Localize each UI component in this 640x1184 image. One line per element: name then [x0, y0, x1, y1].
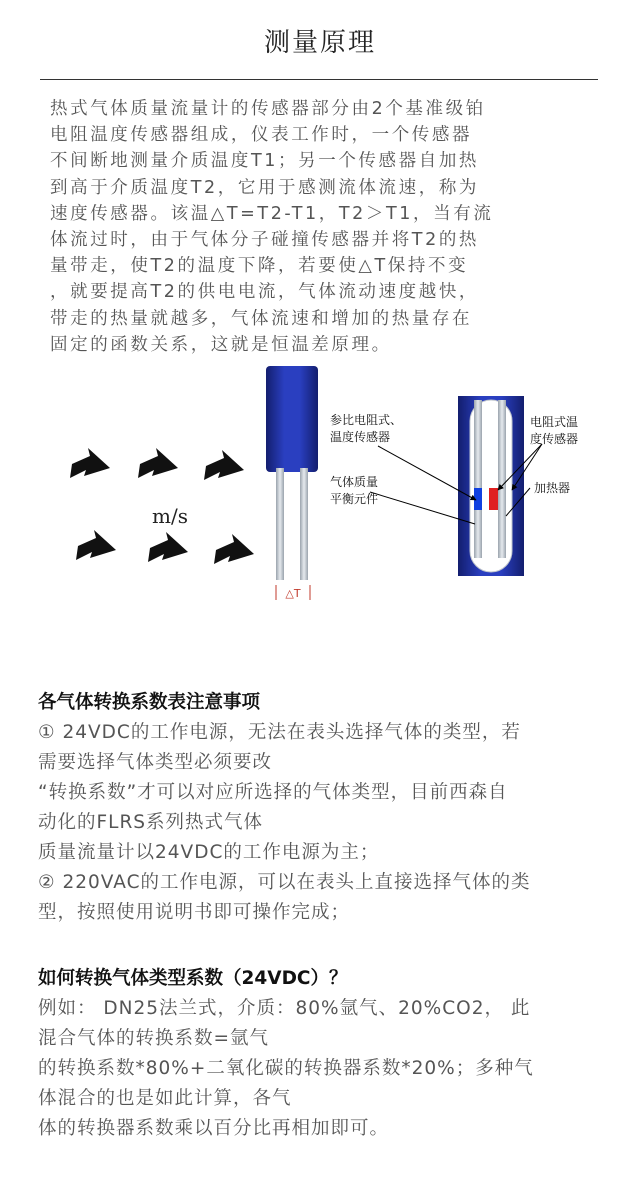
flow-arrow-icon — [214, 534, 254, 564]
section-line: 混合气体的转换系数=氩气 — [38, 1028, 270, 1049]
intro-paragraph — [50, 96, 590, 358]
intro-line: 体流过时，由于气体分子碰撞传感器并将T2的热 — [50, 230, 480, 251]
section-line: 需要选择气体类型必须要改 — [38, 752, 273, 773]
intro-line: 量带走，使T2的温度下降，若要使△T保持不变 — [50, 256, 469, 277]
page-title: 测量原理 — [263, 28, 376, 58]
section-line: “转换系数”才可以对应所选择的气体类型，目前西森自 — [38, 782, 508, 803]
intro-line: 电阻温度传感器组成，仪表工作时，一个传感器 — [50, 125, 473, 146]
flow-arrow-icon — [70, 448, 110, 478]
probe-left — [266, 366, 318, 600]
section-line: 体的转换器系数乘以百分比再相加即可。 — [38, 1118, 390, 1139]
flow-arrow-icon — [204, 450, 244, 480]
flow-arrow-icon — [76, 530, 116, 560]
section-line: 型，按照使用说明书即可操作完成； — [38, 902, 351, 923]
intro-line: 速度传感器。该温△T=T2-T1，T2＞T1，当有流 — [50, 203, 494, 224]
intro-line: 不间断地测量介质温度T1；另一个传感器自加热 — [50, 151, 480, 172]
intro-line: ，就要提高T2的供电电流，气体流动速度越快， — [50, 282, 480, 303]
section-line: 的转换系数*80%+二氧化碳的转换器系数*20%；多种气 — [38, 1058, 534, 1079]
section-line: ① 24VDC的工作电源，无法在表头选择气体的类型，若 — [38, 722, 521, 743]
delta-t-label: △T — [285, 587, 301, 600]
title-divider — [40, 79, 598, 80]
label-heater: 加热器 — [534, 481, 571, 495]
section-line: 质量流量计以24VDC的工作电源为主； — [38, 842, 380, 863]
sensor-red-element — [489, 488, 498, 510]
section-heading: 各气体转换系数表注意事项 — [38, 692, 261, 713]
section-line: 例如： DN25法兰式，介质：80%氩气、20%CO2， 此 — [38, 998, 531, 1019]
flow-arrow-icon — [138, 448, 178, 478]
intro-line: 带走的热量就越多，气体流速和增加的热量存在 — [50, 308, 473, 329]
label-rtd-sensor: 电阻式温 度传感器 — [530, 415, 579, 446]
section-line: 动化的FLRS系列热式气体 — [38, 812, 264, 833]
label-ref-sensor: 参比电阻式、 温度传感器 — [330, 413, 403, 444]
intro-line: 热式气体质量流量计的传感器部分由2个基准级铂 — [50, 99, 486, 119]
section-line: ② 220VAC的工作电源，可以在表头上直接选择气体的类 — [38, 872, 531, 893]
label-balance-element: 气体质量 平衡元件 — [330, 475, 379, 506]
section-line: 体混合的也是如此计算，各气 — [38, 1088, 292, 1109]
sensor-diagram — [0, 360, 640, 620]
section-heading: 如何转换气体类型系数（24VDC）？ — [38, 968, 348, 989]
flow-arrow-icon — [148, 532, 188, 562]
section-convert-gas-type — [38, 964, 610, 1144]
flow-unit-label: m/s — [152, 504, 188, 528]
section-gas-conversion-notes — [38, 688, 610, 928]
intro-line: 固定的函数关系，这就是恒温差原理。 — [50, 334, 392, 355]
intro-line: 到高于介质温度T2，它用于感测流体流速，称为 — [50, 177, 480, 198]
